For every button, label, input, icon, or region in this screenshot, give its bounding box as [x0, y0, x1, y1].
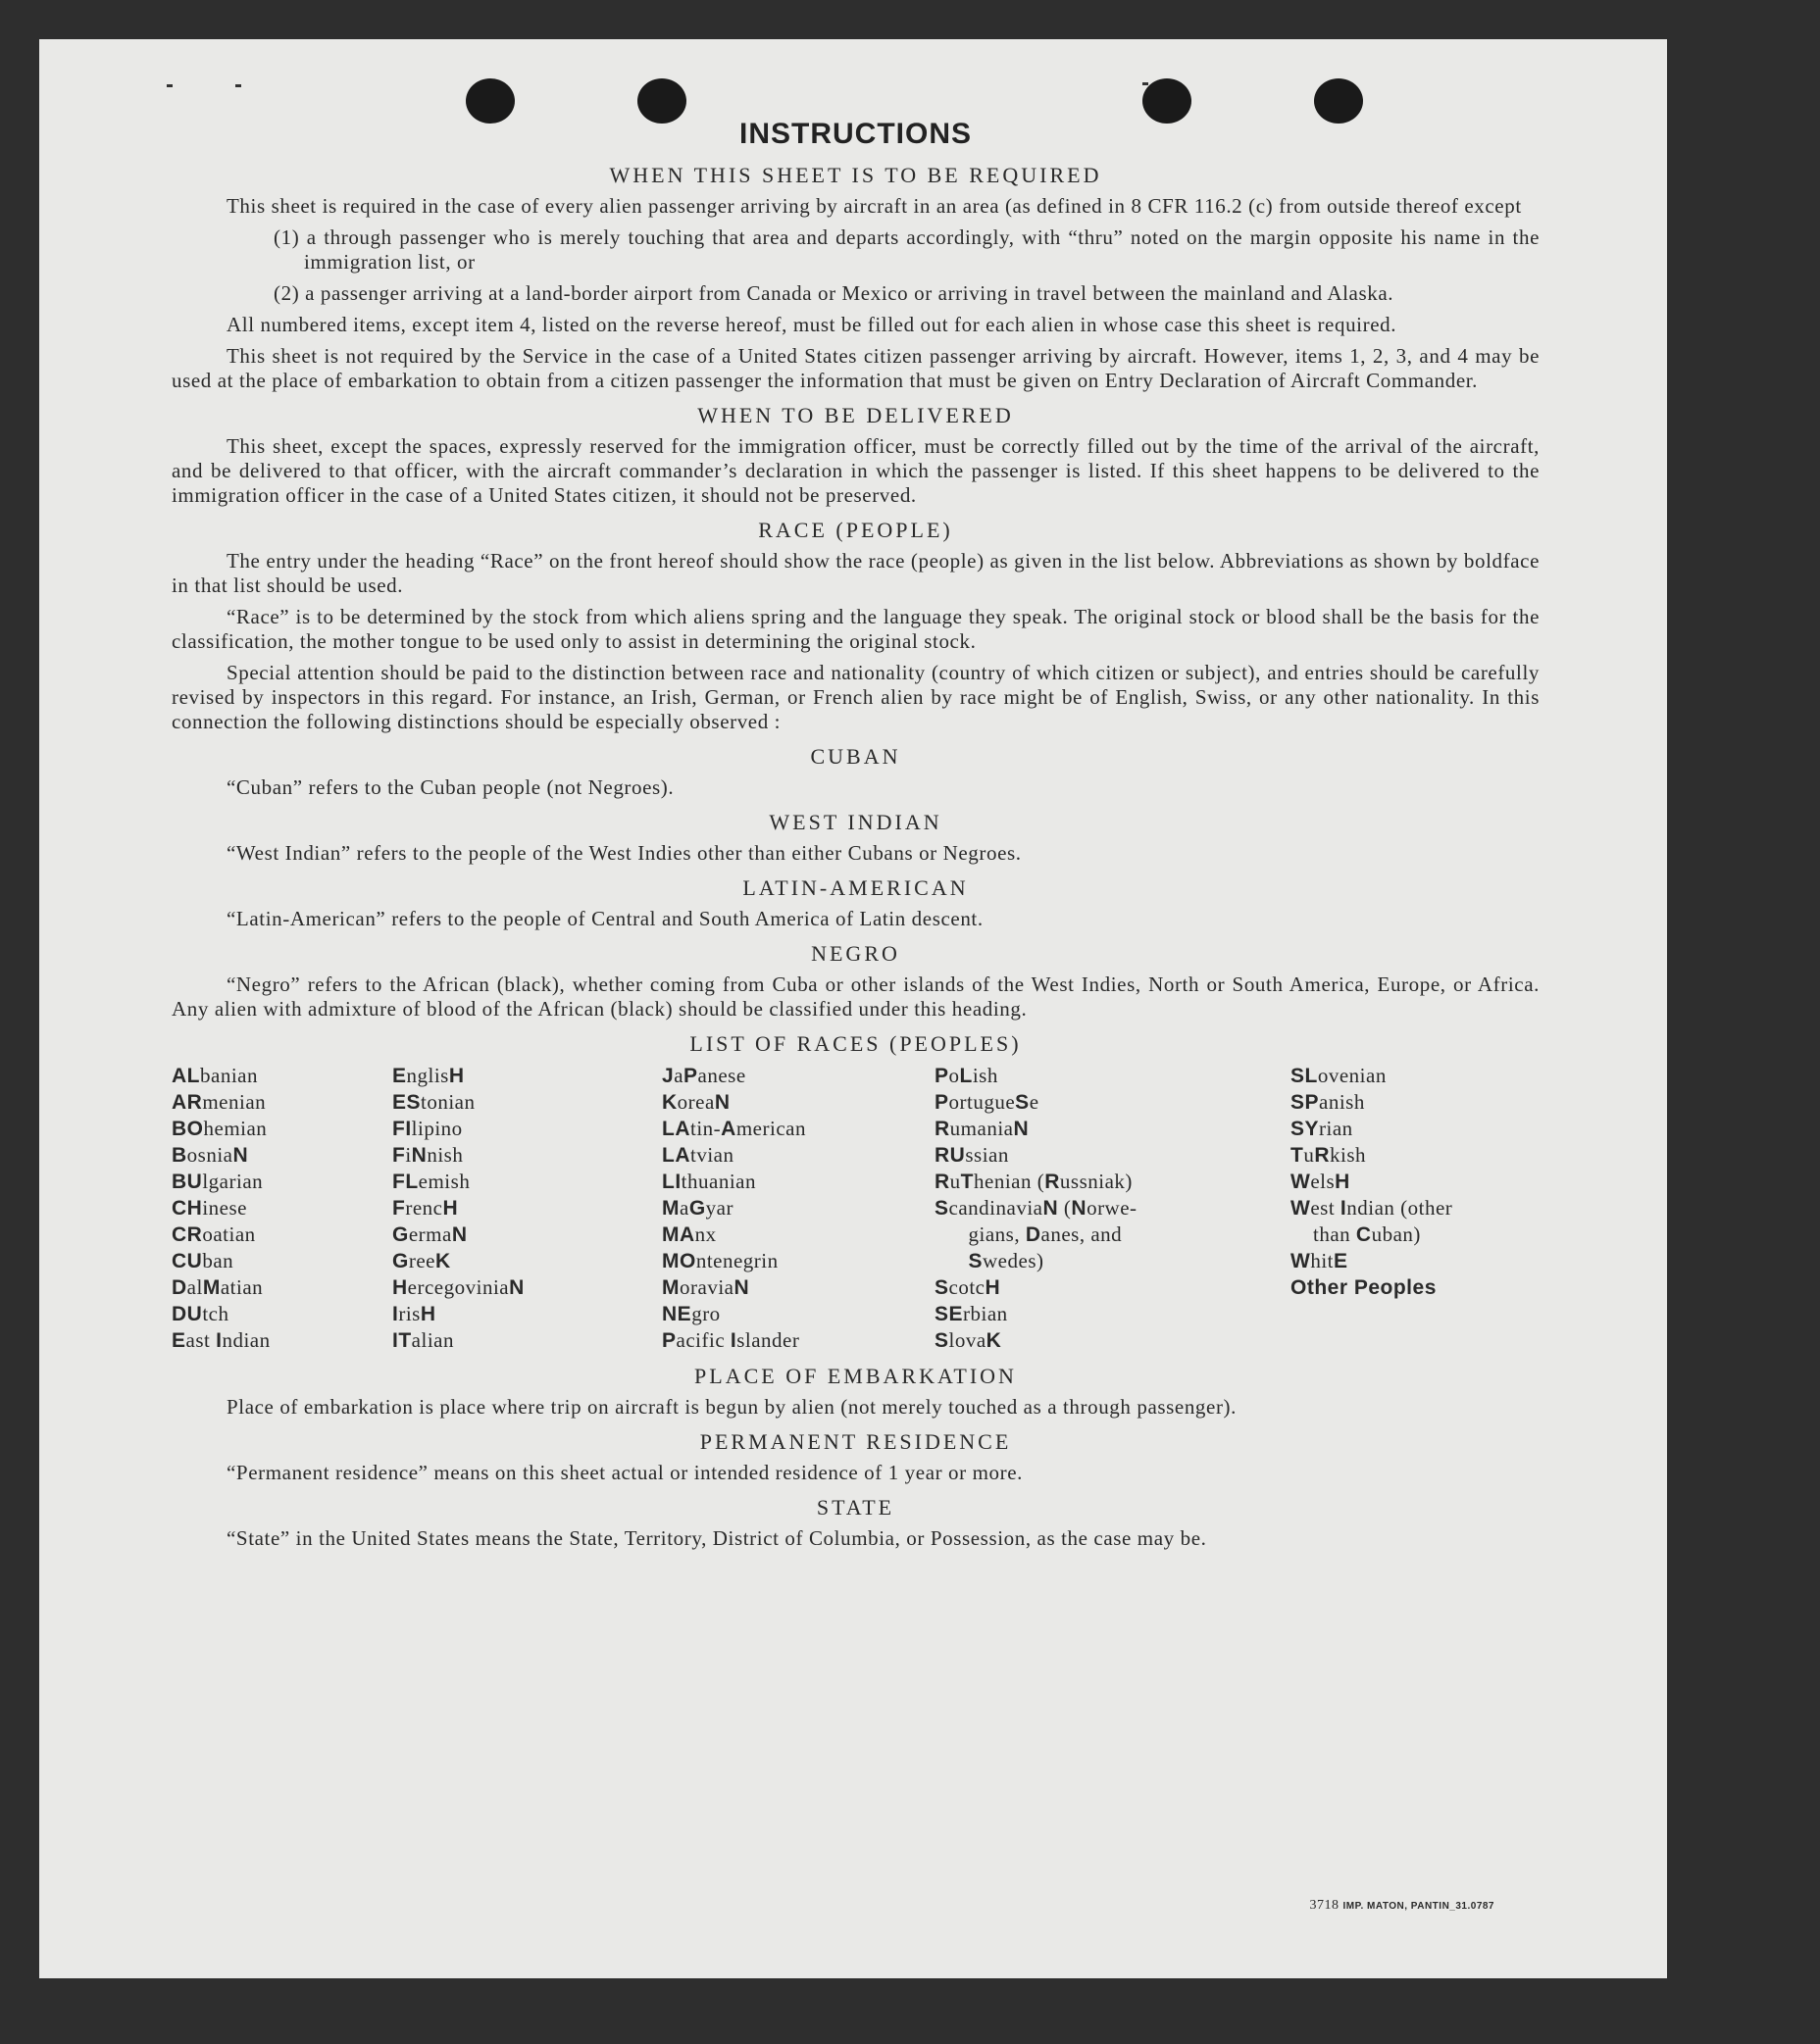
race-entry: EStonian	[392, 1090, 476, 1114]
race-entry: BUlgarian	[172, 1170, 264, 1193]
race-column	[1290, 1063, 1536, 1354]
race-entry: LAtin-American	[662, 1117, 806, 1140]
printer-imprint: IMP. MATON, PANTIN_31.0787	[1342, 1901, 1494, 1912]
paragraph: The entry under the heading “Race” on the front hereof should show the race (people) as given in the list below. Abbreviations as shown by boldface in that list should be used.	[172, 549, 1540, 597]
race-entry: MAnx	[662, 1222, 717, 1246]
paragraph: This sheet is required in the case of every alien passenger arriving by aircraft in an area (as defined in 8 CFR 116.2 (c) from outside thereof except	[227, 194, 1522, 218]
race-entry: FLemish	[392, 1170, 471, 1193]
paragraph: “Race” is to be determined by the stock from which aliens spring and the language they speak. The original stock or blood shall be the basis for the classification, the mother tongue to be used only to assist in determining the original stock.	[172, 605, 1540, 653]
paragraph: All numbered items, except item 4, listed on the reverse hereof, must be filled out for each alien in whose case this sheet is required.	[227, 313, 1397, 336]
race-entry: Other Peoples	[1290, 1276, 1437, 1299]
race-entry: MOntenegrin	[662, 1249, 779, 1272]
list-item: (1) a through passenger who is merely touching that area and departs accordingly, with “thru” noted on the margin opposite his name in the immigration list, or	[274, 225, 1540, 274]
paragraph: “Latin-American” refers to the people of Central and South America of Latin descent.	[227, 907, 984, 930]
paragraph: This sheet is not required by the Service in the case of a United States citizen passenger arriving by aircraft. However, items 1, 2, 3, and 4 may be used at the place of embarkation to obtain from a citizen passenger the information that must be given on Entry Declaration of Aircraft Commander.	[172, 344, 1540, 392]
race-column	[172, 1063, 392, 1354]
punch-hole	[1142, 78, 1191, 124]
paragraph: “Permanent residence” means on this sheet actual or intended residence of 1 year or more.	[227, 1461, 1024, 1484]
punch-hole	[637, 78, 686, 124]
race-entry: CHinese	[172, 1196, 247, 1220]
print-imprint	[1309, 1898, 1494, 1914]
paragraph: “State” in the United States means the State, Territory, District of Columbia, or Possession, as the case may be.	[227, 1526, 1207, 1550]
race-entry: FiNnish	[392, 1143, 464, 1167]
heading-negro: NEGRO	[811, 941, 900, 966]
race-entry: RUssian	[935, 1143, 1009, 1167]
paragraph: “Negro” refers to the African (black), whether coming from Cuba or other islands of the West Indies, North or South America, Europe, or Africa. Any alien with admixture of blood of the African (black) should be classified under this heading.	[172, 972, 1540, 1021]
race-column	[392, 1063, 662, 1354]
race-entry: HercegoviniaN	[392, 1275, 525, 1299]
race-entry: GermaN	[392, 1222, 468, 1246]
race-entry: FrencH	[392, 1196, 459, 1220]
document-page	[39, 39, 1667, 1978]
punch-hole	[1314, 78, 1363, 124]
race-entry: BOhemian	[172, 1117, 268, 1140]
race-entry: IrisH	[392, 1302, 436, 1325]
paragraph: “West Indian” refers to the people of the West Indies other than either Cubans or Negroes.	[227, 841, 1022, 865]
race-entry: WelsH	[1290, 1170, 1350, 1193]
heading-required: WHEN THIS SHEET IS TO BE REQUIRED	[609, 163, 1102, 187]
race-entry: SPanish	[1290, 1090, 1365, 1114]
race-entry: LAtvian	[662, 1143, 734, 1167]
race-entry: BosniaN	[172, 1143, 249, 1167]
race-entry: DalMatian	[172, 1275, 264, 1299]
race-entry: East Indian	[172, 1328, 271, 1352]
race-entry: Pacific Islander	[662, 1328, 800, 1352]
heading-embarkation: PLACE OF EMBARKATION	[694, 1364, 1017, 1388]
paragraph: “Cuban” refers to the Cuban people (not Negroes).	[227, 775, 675, 799]
heading-list-of-races: LIST OF RACES (PEOPLES)	[689, 1031, 1022, 1056]
race-entry: MoraviaN	[662, 1275, 750, 1299]
race-entry: ARmenian	[172, 1090, 267, 1114]
race-entry: JaPanese	[662, 1064, 746, 1087]
speck	[167, 84, 173, 87]
race-entry: PortugueSe	[935, 1090, 1039, 1114]
race-entry: ITalian	[392, 1328, 454, 1352]
race-entry: RumaniaN	[935, 1117, 1030, 1140]
heading-race: RACE (PEOPLE)	[758, 518, 953, 542]
race-entry: GreeK	[392, 1249, 451, 1272]
race-entry: FIlipino	[392, 1117, 463, 1140]
race-entry: DUtch	[172, 1302, 229, 1325]
speck	[235, 84, 241, 87]
race-entry: LIthuanian	[662, 1170, 756, 1193]
race-entry: ScandinaviaN (Norwe- gians, Danes, and Swedes)	[935, 1196, 1138, 1272]
race-entry: ALbanian	[172, 1064, 258, 1087]
heading-west-indian: WEST INDIAN	[769, 810, 942, 834]
race-entry: KoreaN	[662, 1090, 731, 1114]
race-entry: SYrian	[1290, 1117, 1353, 1140]
race-entry: SlovaK	[935, 1328, 1002, 1352]
race-entry: West Indian (other than Cuban)	[1290, 1196, 1453, 1246]
race-entry: SErbian	[935, 1302, 1008, 1325]
heading-cuban: CUBAN	[810, 744, 901, 769]
race-entry: TuRkish	[1290, 1143, 1367, 1167]
race-entry: MaGyar	[662, 1196, 733, 1220]
form-number: 3718	[1309, 1898, 1340, 1913]
race-entry: RuThenian (Russniak)	[935, 1170, 1133, 1193]
race-entry: CRoatian	[172, 1222, 256, 1246]
race-column	[662, 1063, 935, 1354]
list-item: (2) a passenger arriving at a land-border airport from Canada or Mexico or arriving in travel between the mainland and Alaska.	[274, 281, 1394, 305]
heading-state: STATE	[816, 1495, 895, 1520]
heading-latin-american: LATIN-AMERICAN	[742, 875, 969, 900]
page-title: INSTRUCTIONS	[739, 118, 972, 150]
paragraph: Special attention should be paid to the distinction between race and nationality (country of which citizen or subject), and entries should be carefully revised by inspectors in this regard. For instance, an Irish, German, or French alien by race might be of English, Swiss, or any other nationality. In this connection the following distinctions should be especially observed :	[172, 661, 1540, 733]
race-column	[935, 1063, 1290, 1354]
race-entry: EnglisH	[392, 1064, 465, 1087]
speck	[1142, 82, 1148, 85]
heading-residence: PERMANENT RESIDENCE	[699, 1429, 1012, 1454]
race-entry: ScotcH	[935, 1275, 1001, 1299]
race-entry: NEgro	[662, 1302, 721, 1325]
race-entry: WhitE	[1290, 1249, 1348, 1272]
paragraph: Place of embarkation is place where trip on aircraft is begun by alien (not merely touched as a through passenger).	[227, 1395, 1237, 1419]
punch-hole	[466, 78, 515, 124]
race-entry: CUban	[172, 1249, 234, 1272]
race-list	[172, 1063, 1540, 1354]
race-entry: PoLish	[935, 1064, 998, 1087]
heading-delivered: WHEN TO BE DELIVERED	[697, 403, 1014, 427]
race-entry: SLovenian	[1290, 1064, 1387, 1087]
paragraph: This sheet, except the spaces, expressly reserved for the immigration officer, must be correctly filled out by the time of the arrival of the aircraft, and be delivered to that officer, with the aircraft commander’s declaration in which the passenger is listed. If this sheet happens to be delivered to the immigration officer in the case of a United States citizen, it should not be preserved.	[172, 434, 1540, 507]
